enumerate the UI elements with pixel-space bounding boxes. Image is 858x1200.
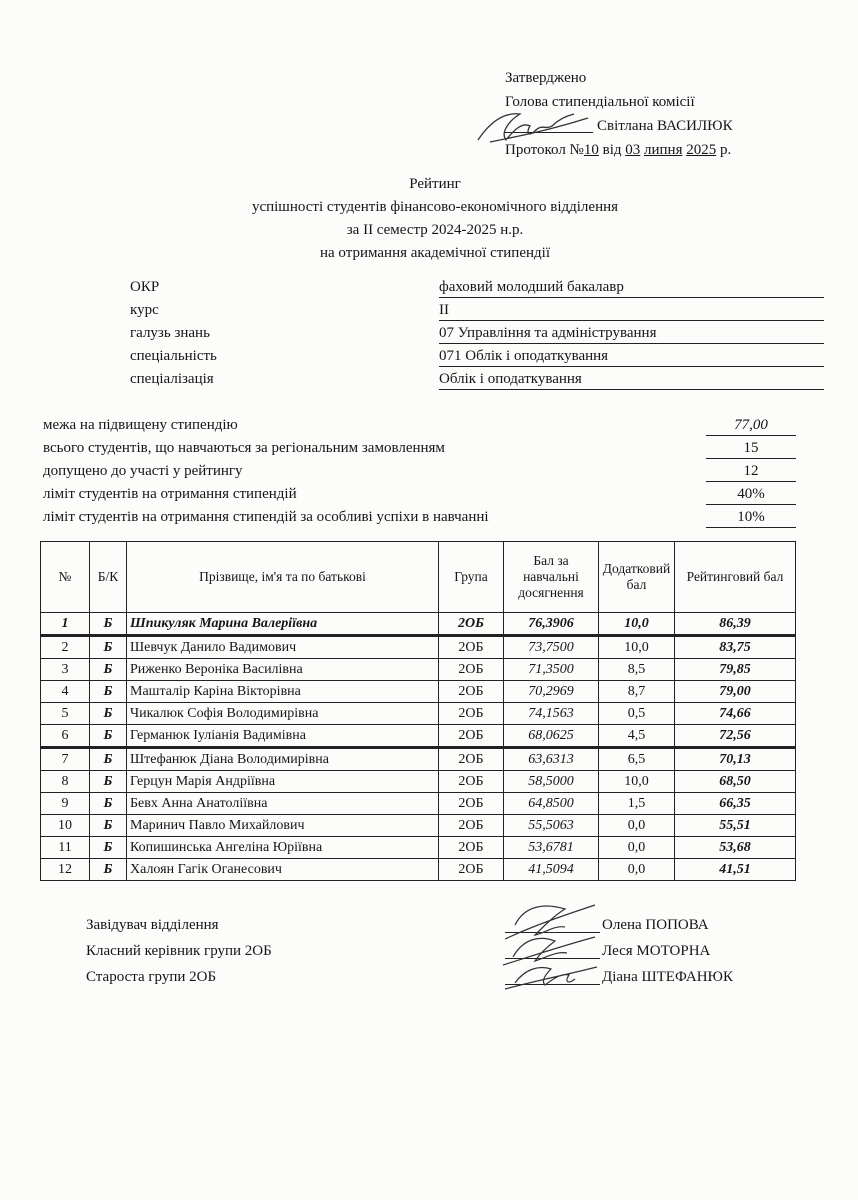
row-group: 2ОБ — [439, 703, 504, 725]
footer-names — [602, 912, 733, 990]
row-extra: 0,5 — [599, 703, 675, 725]
row-group: 2ОБ — [439, 659, 504, 681]
table-row — [41, 613, 796, 636]
row-extra: 0,0 — [599, 837, 675, 859]
row-rating: 74,66 — [675, 703, 796, 725]
row-score: 74,1563 — [504, 703, 599, 725]
limit-row-threshold — [43, 414, 796, 436]
row-group: 2ОБ — [439, 681, 504, 703]
limit-value: 12 — [706, 463, 796, 482]
rating-table-body — [41, 613, 796, 881]
row-extra: 0,0 — [599, 859, 675, 881]
info-row-okr — [130, 276, 824, 298]
row-bk: Б — [90, 793, 127, 815]
limit-row-admitted — [43, 460, 796, 482]
row-extra: 6,5 — [599, 748, 675, 771]
approval-protocol: Протокол №10 від 03 липня 2025 р. — [505, 142, 732, 158]
row-extra: 8,7 — [599, 681, 675, 703]
row-extra: 1,5 — [599, 793, 675, 815]
footer-signatures — [495, 895, 605, 995]
info-row-specialization — [130, 368, 824, 390]
col-header-number: № — [41, 542, 90, 613]
limit-value: 77,00 — [706, 417, 796, 436]
row-group: 2ОБ — [439, 725, 504, 748]
info-value: 071 Облік і оподаткування — [439, 348, 824, 367]
row-bk: Б — [90, 636, 127, 659]
limit-row-special — [43, 506, 796, 528]
row-score: 68,0625 — [504, 725, 599, 748]
limit-value: 15 — [706, 440, 796, 459]
row-number: 12 — [41, 859, 90, 881]
row-group: 2ОБ — [439, 859, 504, 881]
row-bk: Б — [90, 815, 127, 837]
row-number: 2 — [41, 636, 90, 659]
row-group: 2ОБ — [439, 815, 504, 837]
row-rating: 55,51 — [675, 815, 796, 837]
row-rating: 86,39 — [675, 613, 796, 636]
limit-row-scholarship — [43, 483, 796, 505]
row-rating: 66,35 — [675, 793, 796, 815]
rating-table — [40, 541, 796, 881]
row-bk: Б — [90, 613, 127, 636]
approval-signature — [470, 100, 600, 156]
table-row — [41, 725, 796, 748]
row-group: 2ОБ — [439, 748, 504, 771]
row-number: 9 — [41, 793, 90, 815]
limit-label: ліміт студентів на отримання стипендій — [43, 486, 297, 502]
table-row — [41, 771, 796, 793]
row-bk: Б — [90, 748, 127, 771]
info-value: Облік і оподаткування — [439, 371, 824, 390]
col-header-extra: Додатковий бал — [599, 542, 675, 613]
col-header-rating: Рейтинговий бал — [675, 542, 796, 613]
row-number: 5 — [41, 703, 90, 725]
limit-value: 10% — [706, 509, 796, 528]
table-row — [41, 815, 796, 837]
info-value: фаховий молодший бакалавр — [439, 279, 824, 298]
col-header-bk: Б/К — [90, 542, 127, 613]
approval-position: Голова стипендіальної комісії — [505, 94, 695, 110]
row-number: 4 — [41, 681, 90, 703]
row-number: 6 — [41, 725, 90, 748]
row-extra: 10,0 — [599, 613, 675, 636]
row-group: 2ОБ — [439, 613, 504, 636]
row-rating: 72,56 — [675, 725, 796, 748]
table-row — [41, 636, 796, 659]
row-extra: 10,0 — [599, 771, 675, 793]
row-bk: Б — [90, 659, 127, 681]
col-header-score: Бал за навчальні досягнення — [504, 542, 599, 613]
row-extra: 10,0 — [599, 636, 675, 659]
row-bk: Б — [90, 837, 127, 859]
table-row — [41, 748, 796, 771]
info-label: курс — [130, 302, 159, 318]
title-line-3: за ІІ семестр 2024-2025 н.р. — [346, 222, 524, 238]
row-name: Бевх Анна Анатоліївна — [127, 793, 439, 815]
limit-label: всього студентів, що навчаються за регіональним замовленням — [43, 440, 445, 456]
row-score: 70,2969 — [504, 681, 599, 703]
row-name: Копишинська Ангеліна Юріївна — [127, 837, 439, 859]
table-row — [41, 859, 796, 881]
info-label: спеціальність — [130, 348, 217, 364]
row-score: 76,3906 — [504, 613, 599, 636]
row-name: Герцун Марія Андріївна — [127, 771, 439, 793]
row-score: 55,5063 — [504, 815, 599, 837]
limit-label: ліміт студентів на отримання стипендій за особливі успіхи в навчанні — [43, 509, 489, 525]
row-name: Чикалюк Софія Володимирівна — [127, 703, 439, 725]
info-label: галузь знань — [130, 325, 210, 341]
row-name: Риженко Вероніка Василівна — [127, 659, 439, 681]
document-title — [0, 173, 858, 265]
row-score: 71,3500 — [504, 659, 599, 681]
approval-heading: Затверджено — [505, 70, 587, 86]
row-bk: Б — [90, 859, 127, 881]
row-number: 8 — [41, 771, 90, 793]
row-bk: Б — [90, 681, 127, 703]
row-rating: 79,85 — [675, 659, 796, 681]
limit-row-total — [43, 437, 796, 459]
approval-signer: Світлана ВАСИЛЮК — [597, 118, 733, 134]
limit-label: межа на підвищену стипендію — [43, 417, 238, 433]
row-group: 2ОБ — [439, 771, 504, 793]
footer-role: Староста групи 2ОБ — [86, 969, 217, 985]
table-row — [41, 793, 796, 815]
footer-role: Класний керівник групи 2ОБ — [86, 943, 272, 959]
row-rating: 53,68 — [675, 837, 796, 859]
row-score: 58,5000 — [504, 771, 599, 793]
table-row — [41, 837, 796, 859]
footer-name: Леся МОТОРНА — [602, 943, 711, 959]
row-score: 53,6781 — [504, 837, 599, 859]
row-rating: 79,00 — [675, 681, 796, 703]
footer-role: Завідувач відділення — [86, 917, 219, 933]
row-bk: Б — [90, 725, 127, 748]
row-rating: 68,50 — [675, 771, 796, 793]
row-extra: 0,0 — [599, 815, 675, 837]
row-extra: 4,5 — [599, 725, 675, 748]
footer-roles — [86, 912, 272, 990]
table-header-row — [41, 542, 796, 613]
limit-label: допущено до участі у рейтингу — [43, 463, 243, 479]
row-group: 2ОБ — [439, 636, 504, 659]
table-row — [41, 703, 796, 725]
row-name: Шпикуляк Марина Валеріївна — [127, 613, 439, 636]
info-value: 07 Управління та адміністрування — [439, 325, 824, 344]
row-score: 63,6313 — [504, 748, 599, 771]
row-group: 2ОБ — [439, 837, 504, 859]
row-score: 73,7500 — [504, 636, 599, 659]
info-label: спеціалізація — [130, 371, 214, 387]
limit-value: 40% — [706, 486, 796, 505]
col-header-name: Прізвище, ім'я та по батькові — [127, 542, 439, 613]
info-label: ОКР — [130, 279, 160, 295]
row-name: Халоян Гагік Оганесович — [127, 859, 439, 881]
info-row-specialty — [130, 345, 824, 367]
row-rating: 41,51 — [675, 859, 796, 881]
row-rating: 70,13 — [675, 748, 796, 771]
row-extra: 8,5 — [599, 659, 675, 681]
footer-name: Олена ПОПОВА — [602, 917, 709, 933]
row-number: 10 — [41, 815, 90, 837]
row-name: Машталір Каріна Вікторівна — [127, 681, 439, 703]
info-row-course — [130, 299, 824, 321]
row-number: 7 — [41, 748, 90, 771]
info-value: ІІ — [439, 302, 824, 321]
row-group: 2ОБ — [439, 793, 504, 815]
row-bk: Б — [90, 771, 127, 793]
row-number: 3 — [41, 659, 90, 681]
row-name: Шевчук Данило Вадимович — [127, 636, 439, 659]
row-name: Германюк Іуліанія Вадимівна — [127, 725, 439, 748]
row-name: Штефанюк Діана Володимирівна — [127, 748, 439, 771]
info-row-field — [130, 322, 824, 344]
row-name: Маринич Павло Михайлович — [127, 815, 439, 837]
row-bk: Б — [90, 703, 127, 725]
table-row — [41, 659, 796, 681]
row-score: 41,5094 — [504, 859, 599, 881]
footer-name: Діана ШТЕФАНЮК — [602, 969, 733, 985]
col-header-group: Група — [439, 542, 504, 613]
table-row — [41, 681, 796, 703]
row-score: 64,8500 — [504, 793, 599, 815]
row-rating: 83,75 — [675, 636, 796, 659]
title-line-2: успішності студентів фінансово-економічного відділення — [251, 199, 619, 215]
row-number: 1 — [41, 613, 90, 636]
title-line-4: на отримання академічної стипендії — [320, 245, 550, 261]
title-line-1: Рейтинг — [409, 176, 461, 192]
row-number: 11 — [41, 837, 90, 859]
